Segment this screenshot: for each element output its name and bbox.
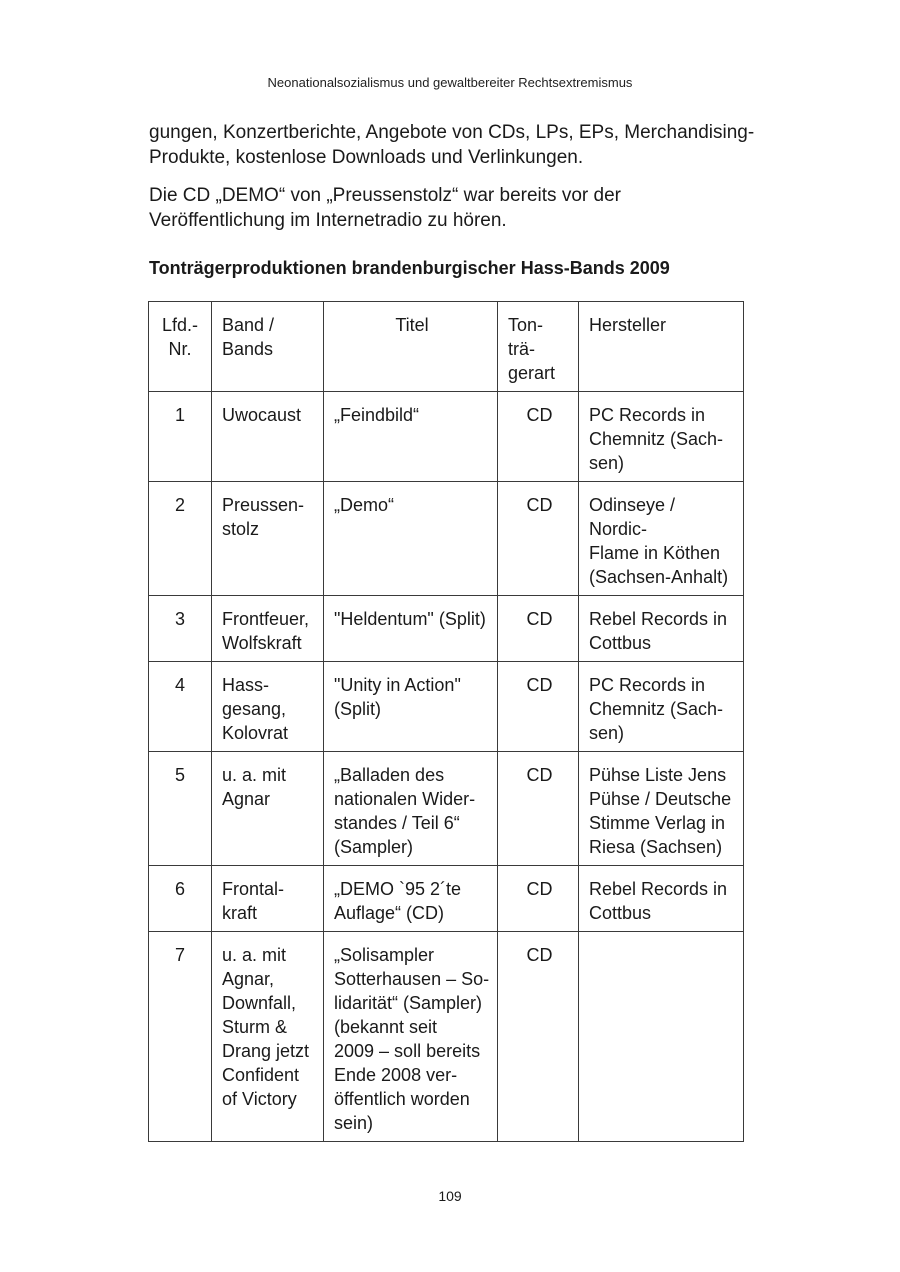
cell-type: CD bbox=[498, 392, 579, 482]
cell-type: CD bbox=[498, 932, 579, 1142]
table-row bbox=[149, 596, 744, 662]
cell-band: Frontfeuer, Wolfskraft bbox=[212, 596, 324, 662]
body-paragraph: Die CD „DEMO“ von „Preussenstolz“ war bereits vor der Veröffentlichung im Internetradio zu hören. bbox=[149, 185, 621, 231]
table-title: Tonträgerproduktionen brandenburgischer Hass-Bands 2009 bbox=[149, 258, 670, 278]
cell-band: Frontal- kraft bbox=[212, 866, 324, 932]
cell-nr: 2 bbox=[149, 482, 212, 596]
cell-nr: 7 bbox=[149, 932, 212, 1142]
header-type: Ton- trä- gerart bbox=[498, 302, 579, 392]
table-row bbox=[149, 752, 744, 866]
cell-band: u. a. mit Agnar, Downfall, Sturm & Drang jetzt Confident of Victory bbox=[212, 932, 324, 1142]
body-paragraph: gungen, Konzertberichte, Angebote von CDs, LPs, EPs, Merchandising-Produkte, kostenlose Downloads und Verlinkungen. bbox=[149, 122, 755, 168]
table-header-row bbox=[149, 302, 744, 392]
cell-nr: 6 bbox=[149, 866, 212, 932]
header-band: Band / Bands bbox=[212, 302, 324, 392]
cell-nr: 3 bbox=[149, 596, 212, 662]
cell-nr: 4 bbox=[149, 662, 212, 752]
productions-table bbox=[148, 301, 744, 1142]
cell-title: „Demo“ bbox=[324, 482, 498, 596]
cell-type: CD bbox=[498, 662, 579, 752]
cell-maker: PC Records in Chemnitz (Sach- sen) bbox=[579, 662, 744, 752]
cell-nr: 5 bbox=[149, 752, 212, 866]
cell-type: CD bbox=[498, 596, 579, 662]
cell-type: CD bbox=[498, 482, 579, 596]
cell-maker: Rebel Records in Cottbus bbox=[579, 596, 744, 662]
cell-band: Uwocaust bbox=[212, 392, 324, 482]
cell-title: „Feindbild“ bbox=[324, 392, 498, 482]
cell-maker: Rebel Records in Cottbus bbox=[579, 866, 744, 932]
cell-band: Preussen- stolz bbox=[212, 482, 324, 596]
page-number: 109 bbox=[438, 1188, 462, 1204]
cell-title: „Solisampler Sotterhausen – So- lidarität“ (Sampler) (bekannt seit 2009 – soll bereits Ende 2008 ver- öffentlich worden sein) bbox=[324, 932, 498, 1142]
cell-maker: Pühse Liste Jens Pühse / Deutsche Stimme Verlag in Riesa (Sachsen) bbox=[579, 752, 744, 866]
table-row bbox=[149, 392, 744, 482]
cell-title: "Unity in Action" (Split) bbox=[324, 662, 498, 752]
table-row bbox=[149, 866, 744, 932]
header-title: Titel bbox=[324, 302, 498, 392]
cell-type: CD bbox=[498, 866, 579, 932]
table-row bbox=[149, 482, 744, 596]
cell-title: „Balladen des nationalen Wider- standes / Teil 6“ (Sampler) bbox=[324, 752, 498, 866]
cell-maker: Odinseye / Nordic- Flame in Köthen (Sachsen-Anhalt) bbox=[579, 482, 744, 596]
cell-band: Hass- gesang, Kolovrat bbox=[212, 662, 324, 752]
header-maker: Hersteller bbox=[579, 302, 744, 392]
cell-nr: 1 bbox=[149, 392, 212, 482]
table-row bbox=[149, 932, 744, 1142]
header-nr: Lfd.- Nr. bbox=[149, 302, 212, 392]
table-row bbox=[149, 662, 744, 752]
cell-title: "Heldentum" (Split) bbox=[324, 596, 498, 662]
cell-maker bbox=[579, 932, 744, 1142]
running-head: Neonationalsozialismus und gewaltbereiter Rechtsextremismus bbox=[267, 75, 633, 90]
cell-title: „DEMO `95 2´te Auflage“ (CD) bbox=[324, 866, 498, 932]
cell-maker: PC Records in Chemnitz (Sach- sen) bbox=[579, 392, 744, 482]
cell-type: CD bbox=[498, 752, 579, 866]
cell-band: u. a. mit Agnar bbox=[212, 752, 324, 866]
